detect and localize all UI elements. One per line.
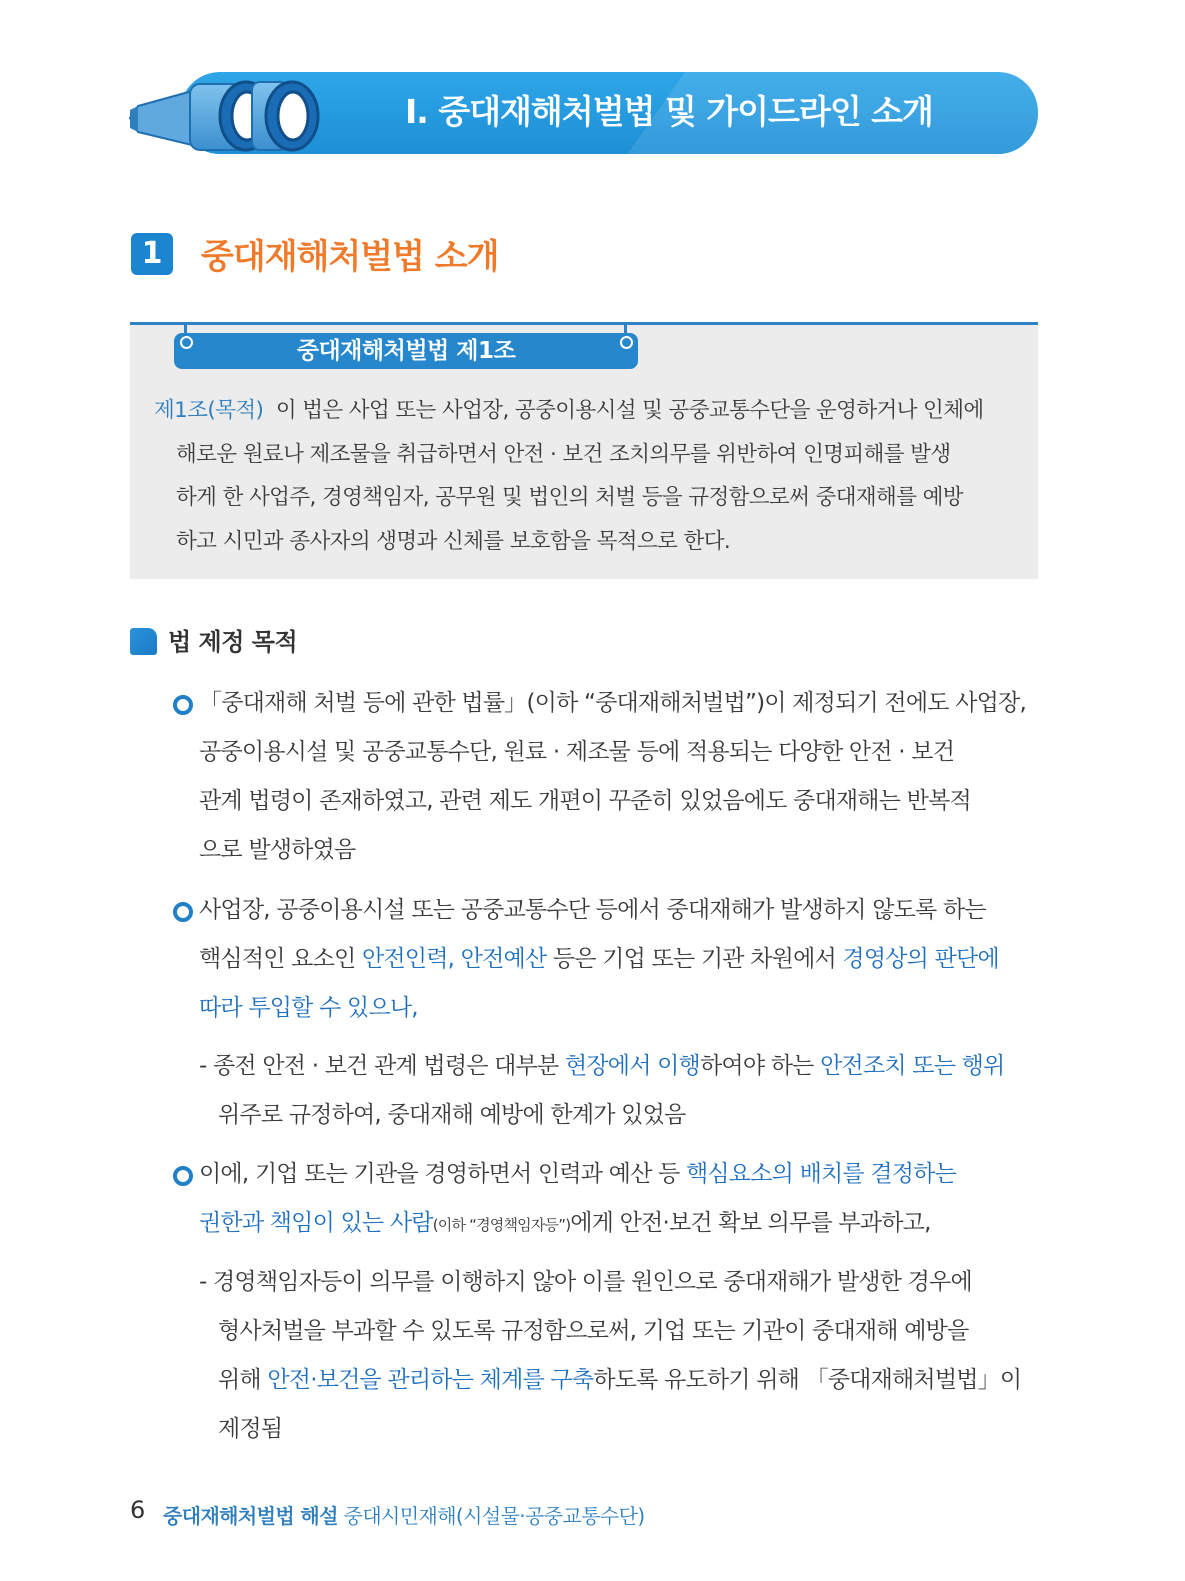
highlight-text: 경영상의 판단에 xyxy=(842,946,999,972)
footnote-text: (이하 “경영책임자등”) xyxy=(432,1216,571,1234)
highlight-text: 따라 투입할 수 있으나, xyxy=(199,995,418,1021)
law-line-3: 하게 한 사업주, 경영책임자, 공무원 및 법인의 처벌 등을 규정함으로써 중대재해를 예방 xyxy=(176,485,963,510)
page-number: 6 xyxy=(130,1496,146,1524)
subsection-square-icon xyxy=(130,628,157,655)
law-tab-label: 중대재해처벌법 제1조 xyxy=(174,333,638,369)
highlight-text: 핵심요소의 배치를 결정하는 xyxy=(685,1161,957,1187)
highlight-text: 권한과 책임이 있는 사람 xyxy=(199,1210,433,1236)
bullet-ring-icon xyxy=(173,1166,193,1186)
section-number-badge: 1 xyxy=(131,233,173,275)
chapter-title: Ⅰ. 중대재해처벌법 및 가이드라인 소개 xyxy=(405,92,933,131)
footer-running-title xyxy=(163,1500,645,1529)
tab-ring-left xyxy=(180,336,193,349)
bullet-ring-icon xyxy=(173,902,193,922)
section-title: 중대재해처벌법 소개 xyxy=(201,237,499,277)
highlight-text: 안전조치 또는 행위 xyxy=(820,1053,1005,1079)
subsection-title: 법 제정 목적 xyxy=(168,628,298,656)
law-line-1: 제1조(목적) 이 법은 사업 또는 사업장, 공중이용시설 및 공중교통수단을 운영하거나 인체에 xyxy=(154,398,984,423)
footer-subtitle: 중대시민재해(시설물·공중교통수단) xyxy=(337,1504,645,1528)
paragraph-1: 「중대재해 처벌 등에 관한 법률」(이하 “중대재해처벌법”)이 제정되기 전에도 사업장, 공중이용시설 및 공중교통수단, 원료 · 제조물 등에 적용되는 다양한 안전 · 보건 관계 법령이 존재하였고, 관련 제도 개편이 꾸준히 있었음에도 중대재해는 반복적 으로 발생하였음 xyxy=(199,690,1026,863)
highlight-text: 현장에서 이행 xyxy=(564,1053,700,1079)
law-line-2: 해로운 원료나 제조물을 취급하면서 안전 · 보건 조치의무를 위반하여 인명피해를 발생 xyxy=(176,441,951,467)
article-label: 제1조(목적) xyxy=(154,398,264,423)
highlight-text: 안전인력, 안전예산 xyxy=(361,946,547,972)
paragraph-2: 사업장, 공중이용시설 또는 공중교통수단 등에서 중대재해가 발생하지 않도록 하는 핵심적인 요소인 안전인력, 안전예산 등은 기업 또는 기관 차원에서 경영상의 판단에 따라 투입할 수 있으나, xyxy=(199,886,1049,1033)
highlight-text: 안전·보건을 관리하는 체계를 구축 xyxy=(267,1367,594,1393)
binoculars-icon xyxy=(126,70,326,160)
footer-book-title: 중대재해처벌법 해설 xyxy=(163,1504,338,1528)
tab-ring-right xyxy=(620,336,633,349)
paragraph-3: 이에, 기업 또는 기관을 경영하면서 인력과 예산 등 핵심요소의 배치를 결정하는 권한과 책임이 있는 사람(이하 “경영책임자등”)에게 안전·보건 확보 의무를 부과하고, xyxy=(199,1161,957,1236)
law-article-text xyxy=(154,389,1022,563)
law-line-4: 하고 시민과 종사자의 생명과 신체를 보호함을 목적으로 한다. xyxy=(176,528,731,554)
dash-item-1: - 종전 안전 · 보건 관계 법령은 대부분 현장에서 이행하여야 하는 안전조치 또는 행위 위주로 규정하여, 중대재해 예방에 한계가 있었음 xyxy=(199,1053,1005,1128)
bullet-ring-icon xyxy=(173,695,193,715)
dash-item-2: - 경영책임자등이 의무를 이행하지 않아 이를 원인으로 중대재해가 발생한 경우에 형사처벌을 부과할 수 있도록 규정함으로써, 기업 또는 기관이 중대재해 예방을 위해 안전·보건을 관리하는 체계를 구축하도록 유도하기 위해 「중대재해처벌법」이 제정됨 xyxy=(199,1269,1022,1442)
